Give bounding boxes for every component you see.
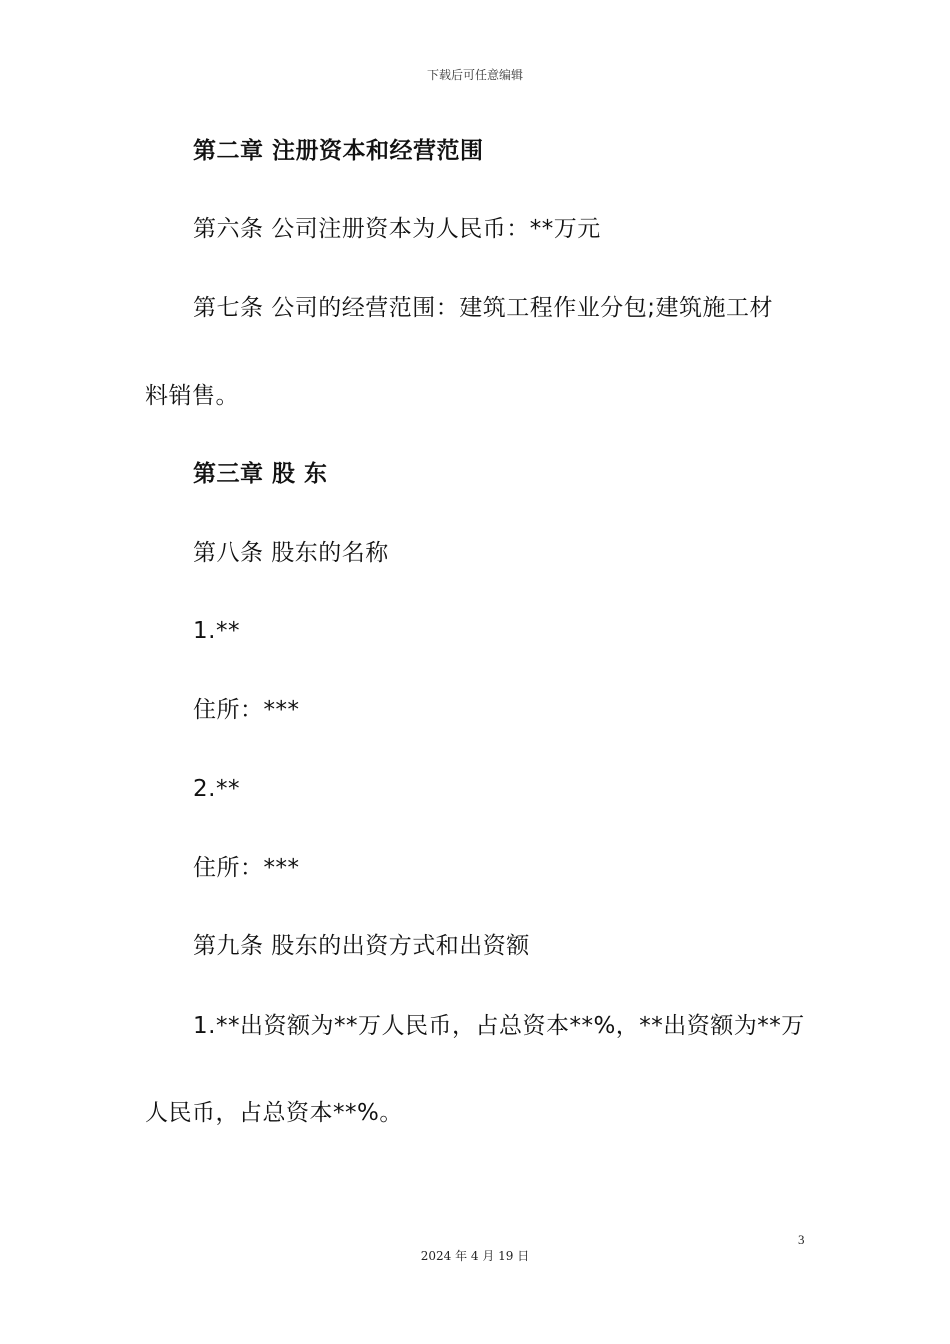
article-7-line-1: 第七条 公司的经营范围：建筑工程作业分包;建筑施工材	[193, 295, 774, 321]
contribution-line-1: 1.**出资额为**万人民币，占总资本**%，**出资额为**万	[193, 1013, 805, 1039]
article-8: 第八条 股东的名称	[193, 540, 389, 566]
footer-date: 2024 年 4 月 19 日	[420, 1249, 530, 1263]
contribution-line-2: 人民币，占总资本**%。	[145, 1100, 403, 1126]
article-9: 第九条 股东的出资方式和出资额	[193, 933, 530, 959]
page-number: 3	[798, 1232, 805, 1247]
chapter-3-title: 第三章 股 东	[193, 461, 328, 487]
article-6: 第六条 公司注册资本为人民币：**万元	[193, 216, 601, 242]
shareholder-2-address: 住所：***	[193, 855, 300, 881]
shareholder-2-name: 2.**	[193, 776, 240, 802]
article-7-line-2: 料销售。	[145, 383, 239, 409]
chapter-2-title: 第二章 注册资本和经营范围	[193, 138, 484, 164]
shareholder-1-address: 住所：***	[193, 697, 300, 723]
shareholder-1-name: 1.**	[193, 618, 240, 644]
header-note: 下载后可任意编辑	[426, 68, 523, 82]
